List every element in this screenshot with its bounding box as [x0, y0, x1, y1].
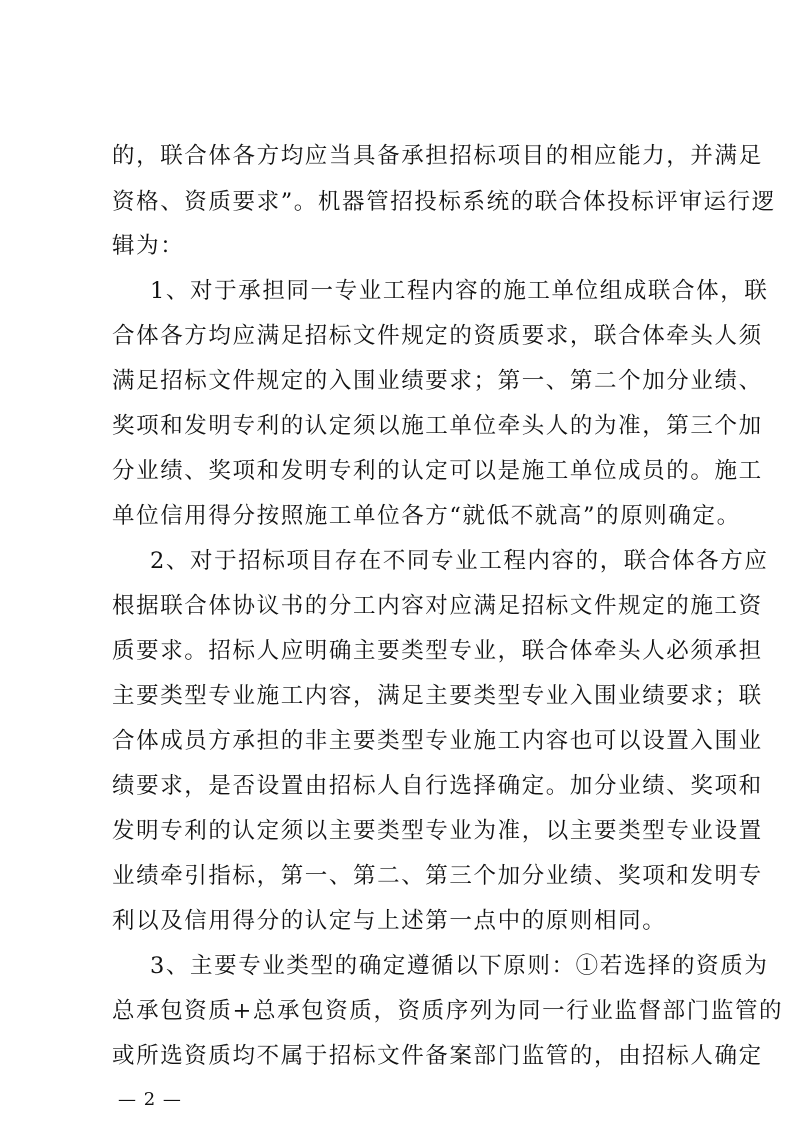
- body-text-line: 的，联合体各方均应当具备承担招标项目的相应能力，并满足: [112, 143, 763, 169]
- body-text-line: 辑为：: [112, 233, 185, 259]
- body-text-line: 单位信用得分按照施工单位各方“就低不就高”的原则确定。: [112, 503, 741, 529]
- body-text-line: 主要类型专业施工内容，满足主要类型专业入围业绩要求；联: [112, 683, 763, 709]
- body-text-line: 发明专利的认定须以主要类型专业为准，以主要类型专业设置: [112, 818, 763, 844]
- body-text-line: 资格、资质要求”。机器管招投标系统的联合体投标评审运行逻: [112, 189, 776, 215]
- body-text-line: 质要求。招标人应明确主要类型专业，联合体牵头人必须承担: [112, 638, 763, 664]
- body-text-line: 奖项和发明专利的认定须以施工单位牵头人的为准，第三个加: [112, 413, 763, 439]
- body-text-line: 分业绩、奖项和发明专利的认定可以是施工单位成员的。施工: [112, 458, 763, 484]
- body-text-line: 满足招标文件规定的入围业绩要求；第一、第二个加分业绩、: [112, 368, 763, 394]
- paragraph-3-first-line: 3、主要专业类型的确定遵循以下原则：①若选择的资质为: [150, 953, 769, 979]
- paragraph-2-first-line: 2、对于招标项目存在不同专业工程内容的，联合体各方应: [150, 548, 769, 574]
- body-text-line: 利以及信用得分的认定与上述第一点中的原则相同。: [112, 908, 667, 934]
- body-text-line: 绩要求，是否设置由招标人自行选择确定。加分业绩、奖项和: [112, 773, 763, 799]
- body-text-line: 合体各方均应满足招标文件规定的资质要求，联合体牵头人须: [112, 323, 763, 349]
- body-text-line: 根据联合体协议书的分工内容对应满足招标文件规定的施工资: [112, 593, 763, 619]
- body-text-line: 合体成员方承担的非主要类型专业施工内容也可以设置入围业: [112, 728, 763, 754]
- body-text-line: 总承包资质+总承包资质，资质序列为同一行业监督部门监管的: [112, 998, 784, 1024]
- paragraph-1-first-line: 1、对于承担同一专业工程内容的施工单位组成联合体，联: [150, 278, 769, 304]
- body-text-line: 或所选资质均不属于招标文件备案部门监管的，由招标人确定: [112, 1043, 763, 1069]
- body-text-line: 业绩牵引指标，第一、第二、第三个加分业绩、奖项和发明专: [112, 863, 763, 889]
- page-number: — 2 —: [118, 1089, 182, 1110]
